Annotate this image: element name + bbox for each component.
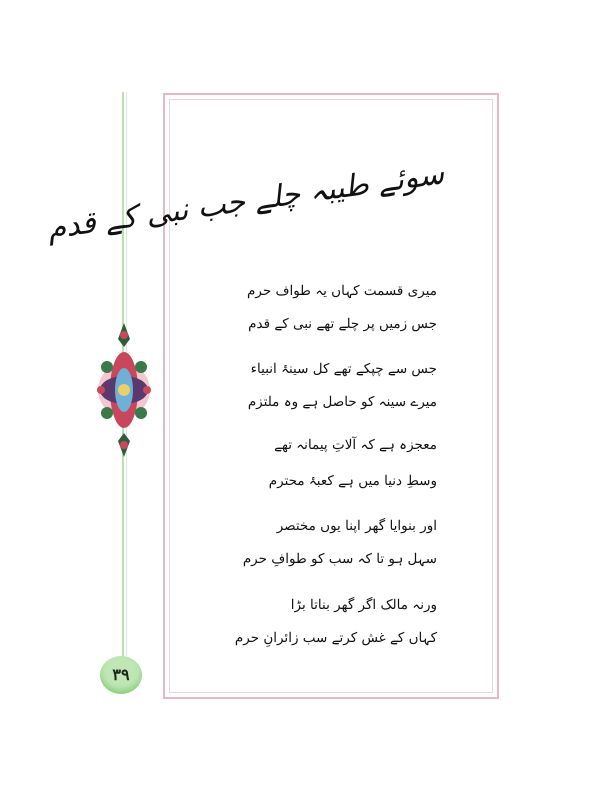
poem-title: سوئے طیبہ چلے جب نبی کے قدم [44,156,447,247]
verse-line: میرے سینہ کو حاصل ہے وہ ملتزم [247,394,437,410]
verse-line: میری قسمت کہاں یہ طواف حرم [247,283,437,299]
verse-line: وسطِ دنیا میں ہے کعبۂ محترم [268,473,437,489]
verse-line: سہل ہو تا کہ سب کو طوافِ حرم [242,551,437,567]
verse-line: اور بنوایا گھر اپنا یوں مختصر [276,518,437,534]
floral-medallion-icon [95,315,153,465]
verse-line: ورنہ مالک اگر گھر بناتا بڑا [290,597,437,613]
verse-line: کہاں کے غش کرتے سب زائرانِ حرم [234,630,437,646]
verse-line: جس سے چپکے تھے کل سینۂ انبیاء [250,361,437,377]
page-number-badge: ۳۹ [100,656,142,694]
verse-line: معجزہ ہے کہ آلاتِ پیمانہ تھے [274,437,437,453]
verse-line: جس زمیں پر چلے تھے نبی کے قدم [248,316,437,332]
